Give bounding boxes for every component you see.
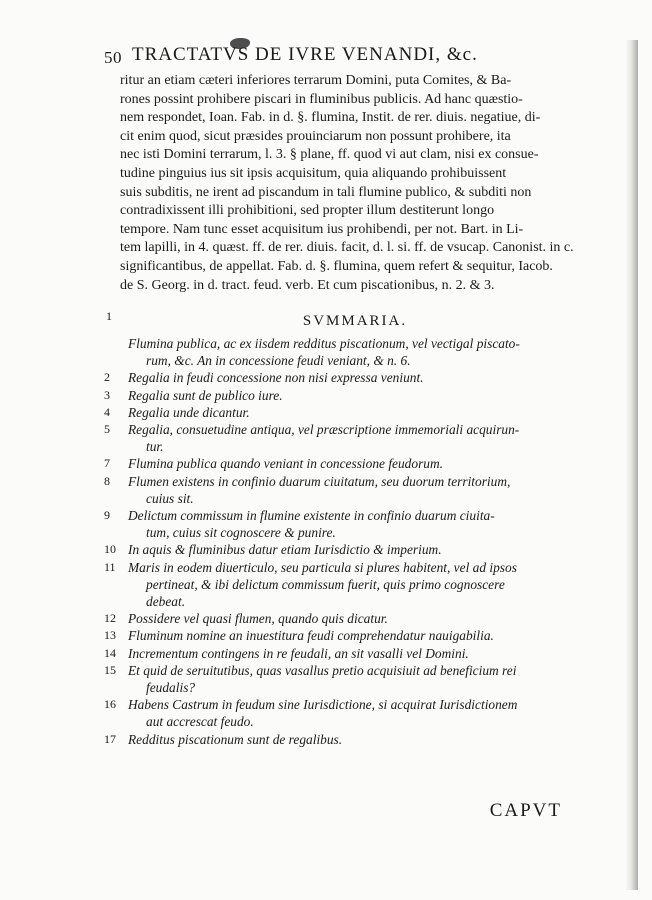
summary-entry	[104, 559, 594, 611]
summary-entry-number: 16	[104, 697, 116, 712]
summary-entry	[104, 696, 594, 730]
summary-entry-number: 9	[104, 508, 110, 523]
summary-entry-number: 5	[104, 422, 110, 437]
summary-entry	[104, 662, 594, 696]
summary-entry-number: 13	[104, 628, 116, 643]
summary-entry-text: Et quid de seruitutibus, quas vasallus pretio acquisiuit ad beneficium rei	[128, 662, 517, 678]
summary-entry-text: In aquis & fluminibus datur etiam Iurisdictio & imperium.	[128, 542, 442, 558]
summary-entry-text: Flumen existens in confinio duarum ciuitatum, seu duorum territorium,	[128, 473, 511, 489]
summary-entry-text: Habens Castrum in feudum sine Iurisdictione, si acquirat Iurisdictionem	[128, 697, 518, 713]
body-line: tudine pinguius ius sit ipsis acquisitum, quia aliquando prohibuissent	[120, 165, 507, 181]
body-line: cit enim quod, sicut præsides prouinciarum non possunt prohibere, ita	[120, 128, 511, 144]
summary-list	[104, 335, 594, 748]
summary-entry-number: 4	[104, 404, 110, 419]
summary-entry-text: rum, &c. An in concessione feudi veniant, & n. 6.	[146, 353, 411, 369]
summary-entry-text: cuius sit.	[146, 490, 194, 506]
summary-entry-text: Flumina publica, ac ex iisdem redditus piscationum, vel vectigal piscato-	[128, 336, 520, 351]
summary-entry-text: Regalia unde dicantur.	[128, 404, 250, 420]
summary-entry-number: 10	[104, 542, 116, 557]
body-line: significantibus, de appellat. Fab. d. §. flumina, quem refert & sequitur, Iacob.	[120, 258, 553, 274]
body-line: nec isti Domini terrarum, l. 3. § plane, ff. quod vi aut clam, nisi ex consue-	[120, 147, 539, 163]
summary-entry-text: feudalis?	[146, 680, 196, 696]
summary-entry-text: tum, cuius sit cognoscere & punire.	[146, 525, 336, 541]
summary-entry-number: 8	[104, 473, 110, 488]
summary-entry-text: Regalia in feudi concessione non nisi expressa veniunt.	[128, 370, 424, 386]
summary-entry-number: 2	[104, 370, 110, 385]
body-line: suis subditis, ne irent ad piscandum in tali flumine publico, & subditi non	[120, 184, 532, 200]
summary-entry	[104, 387, 594, 404]
summary-entry-text: Flumina publica quando veniant in concessione feudorum.	[128, 456, 444, 472]
summary-entry-number: 7	[104, 456, 110, 471]
summary-entry-text: Maris in eodem diuerticulo, seu particula si plures habitent, vel ad ipsos	[128, 559, 517, 575]
body-line: nem respondet, Ioan. Fab. in d. §. flumina, Instit. de rer. diuis. negatiue, di-	[120, 110, 541, 126]
summary-entry	[104, 610, 594, 627]
summary-mark: 1	[106, 309, 112, 323]
summary-entry-number: 17	[104, 731, 116, 746]
summary-entry-text: Delictum commissum in flumine existente in confinio duarum ciuita-	[128, 508, 495, 524]
body-line: tempore. Nam tunc esset acquisitum ius prohibendi, per not. Bart. in Li-	[120, 221, 524, 237]
summary-entry-number: 15	[104, 662, 116, 677]
summary-entry	[104, 335, 594, 369]
summary-entry	[104, 369, 594, 386]
summary-entry-text: tur.	[146, 439, 164, 455]
body-line: tem lapilli, in 4. quæst. ff. de rer. diuis. facit, d. l. si. ff. de vsucap. Canonist. in c.	[120, 240, 574, 256]
summary-entry-text: Regalia sunt de publico iure.	[128, 387, 283, 403]
body-line: de S. Georg. in d. tract. feud. verb. Et cum piscationibus, n. 2. & 3.	[120, 277, 495, 293]
summary-entry	[104, 455, 594, 472]
summary-entry	[104, 645, 594, 662]
summary-entry-text: Incrementum contingens in re feudali, an sit vasalli vel Domini.	[128, 645, 469, 661]
summary-entry-text: Regalia, consuetudine antiqua, vel præscriptione immemoriali acquirun-	[128, 422, 520, 438]
body-line: rones possint prohibere piscari in fluminibus publicis. Ad hanc quæstio-	[120, 91, 523, 107]
summary-entry	[104, 473, 594, 507]
summary-entry-number: 11	[104, 559, 116, 574]
summary-entry	[104, 541, 594, 558]
summary-entry	[104, 627, 594, 644]
summary-entry-number: 3	[104, 387, 110, 402]
summary-entry-text: debeat.	[146, 594, 186, 610]
running-title: TRACTATVS DE IVRE VENANDI, &c.	[132, 44, 478, 65]
summary-entry-text: pertineat, & ibi delictum commissum fuerit, quis primo cognoscere	[146, 576, 505, 592]
summary-entry	[104, 507, 594, 541]
page-header	[104, 44, 604, 70]
summary-entry-text: Redditus piscationum sunt de regalibus.	[128, 731, 343, 747]
body-text	[120, 72, 590, 295]
body-line: contradixissent illi prohibitioni, sed propter illum destiterunt longo	[120, 203, 495, 219]
summary-entry-text: aut accrescat feudo.	[146, 714, 254, 730]
page-edge-shadow	[626, 40, 638, 890]
catchword: CAPVT	[489, 800, 562, 821]
body-line: ritur an etiam cæteri inferiores terrarum Domini, puta Comites, & Ba-	[120, 73, 512, 88]
summary-entry	[104, 404, 594, 421]
summary-heading: SVMMARIA.	[302, 313, 408, 329]
summary-entry	[104, 421, 594, 455]
summary-entry-text: Fluminum nomine an inuestitura feudi comprehendatur nauigabilia.	[128, 628, 494, 644]
summary-entry-number: 12	[104, 611, 116, 626]
summary-entry-number: 14	[104, 645, 116, 660]
summary-entry-text: Possidere vel quasi flumen, quando quis dicatur.	[128, 611, 388, 627]
page-number: 50	[104, 48, 122, 67]
summary-entry	[104, 731, 594, 748]
